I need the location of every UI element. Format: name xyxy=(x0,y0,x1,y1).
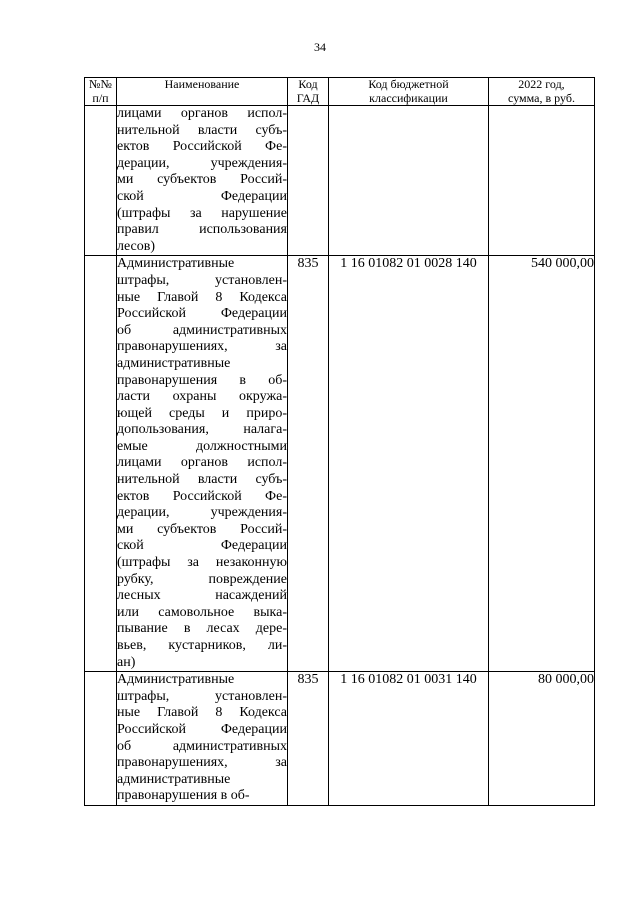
name-text-line: ные Главой 8 Кодекса xyxy=(117,289,287,305)
table-row xyxy=(85,672,595,806)
header-line: сумма, в руб. xyxy=(508,90,575,105)
name-text-line: Административные xyxy=(117,256,235,272)
name-text-line: (штрафы за незаконную xyxy=(117,555,287,571)
name-text-line: ской Федерации xyxy=(117,188,287,204)
name-text-line: ектов Российской Фе- xyxy=(117,139,287,155)
name-text-line: Российской Федерации xyxy=(117,306,287,322)
name-text-line: об административных xyxy=(117,322,287,338)
name-text-line: правонарушения в об- xyxy=(117,788,250,804)
row-kbk-cell xyxy=(329,106,489,256)
header-line: ГАД xyxy=(296,90,320,105)
name-text-line: лесов) xyxy=(117,238,156,254)
name-text-line: рубку, повреждение xyxy=(117,571,287,587)
header-num xyxy=(85,78,117,106)
header-gad xyxy=(288,78,329,106)
row-gad-cell xyxy=(288,106,329,256)
row-sum-cell: 80 000,00 xyxy=(489,672,595,806)
header-kbk xyxy=(329,78,489,106)
name-text-line: правонарушениях, за xyxy=(117,755,287,771)
header-name xyxy=(117,78,288,106)
name-text-line: нительной власти субъ- xyxy=(117,472,287,488)
name-text-line: ные Главой 8 Кодекса xyxy=(117,705,287,721)
header-line: 2022 год, xyxy=(518,77,565,91)
name-text-line: штрафы, установлен- xyxy=(117,688,287,704)
budget-revenue-table xyxy=(84,77,595,806)
row-name-cell xyxy=(117,672,288,806)
name-text-line: Российской Федерации xyxy=(117,721,287,737)
row-number-cell xyxy=(85,106,117,256)
header-line: Код xyxy=(298,77,318,91)
header-sum xyxy=(489,78,595,106)
table-header-row xyxy=(85,78,595,106)
header-line: Код бюджетной xyxy=(368,77,449,91)
name-text-line: лесных насаждений xyxy=(117,588,287,604)
row-number-cell xyxy=(85,672,117,806)
table-row xyxy=(85,256,595,672)
name-text-line: емые должностными xyxy=(117,438,287,454)
page-number: 34 xyxy=(314,40,326,54)
name-text-line: дерации, учреждения- xyxy=(117,155,287,171)
row-name-cell xyxy=(117,256,288,672)
name-text-line: лицами органов испол- xyxy=(117,455,287,471)
row-kbk-cell: 1 16 01082 01 0028 140 xyxy=(329,256,489,672)
name-text-line: правонарушениях, за xyxy=(117,339,287,355)
name-text-line: нительной власти субъ- xyxy=(117,122,287,138)
header-line: Наименование xyxy=(164,77,240,91)
name-text-line: лицами органов испол- xyxy=(117,106,287,121)
name-text-line: административные xyxy=(117,355,231,371)
name-text-line: ласти охраны окружа- xyxy=(117,389,287,405)
header-line: №№ xyxy=(89,77,112,91)
row-gad-cell: 835 xyxy=(288,256,329,672)
row-number-cell xyxy=(85,256,117,672)
name-text-line: ской Федерации xyxy=(117,538,287,554)
name-text-line: ющей среды и приро- xyxy=(117,405,287,421)
name-text-line: правонарушения в об- xyxy=(117,372,287,388)
header-line: п/п xyxy=(92,90,109,105)
name-text-line: ан) xyxy=(117,654,136,670)
name-text-line: Административные xyxy=(117,672,235,688)
name-text-line: дерации, учреждения- xyxy=(117,505,287,521)
name-text-line: об административных xyxy=(117,738,287,754)
name-text-line: пывание в лесах дере- xyxy=(117,621,287,637)
name-text-line: вьев, кустарников, ли- xyxy=(117,638,287,653)
header-line: классификации xyxy=(369,90,448,105)
table-row xyxy=(85,106,595,256)
name-text-line: правил использования xyxy=(117,222,287,238)
name-text-line: допользования, налага- xyxy=(117,422,287,438)
row-sum-cell xyxy=(489,106,595,256)
row-name-cell xyxy=(117,106,288,256)
name-text-line: ектов Российской Фе- xyxy=(117,488,287,504)
row-kbk-cell: 1 16 01082 01 0031 140 xyxy=(329,672,489,806)
row-sum-cell: 540 000,00 xyxy=(489,256,595,672)
row-gad-cell: 835 xyxy=(288,672,329,806)
name-text-line: ми субъектов Россий- xyxy=(117,521,287,537)
name-text-line: или самовольное выка- xyxy=(117,604,287,620)
name-text-line: (штрафы за нарушение xyxy=(117,205,287,221)
name-text-line: административные xyxy=(117,771,231,787)
name-text-line: ми субъектов Россий- xyxy=(117,172,287,188)
name-text-line: штрафы, установлен- xyxy=(117,272,287,288)
